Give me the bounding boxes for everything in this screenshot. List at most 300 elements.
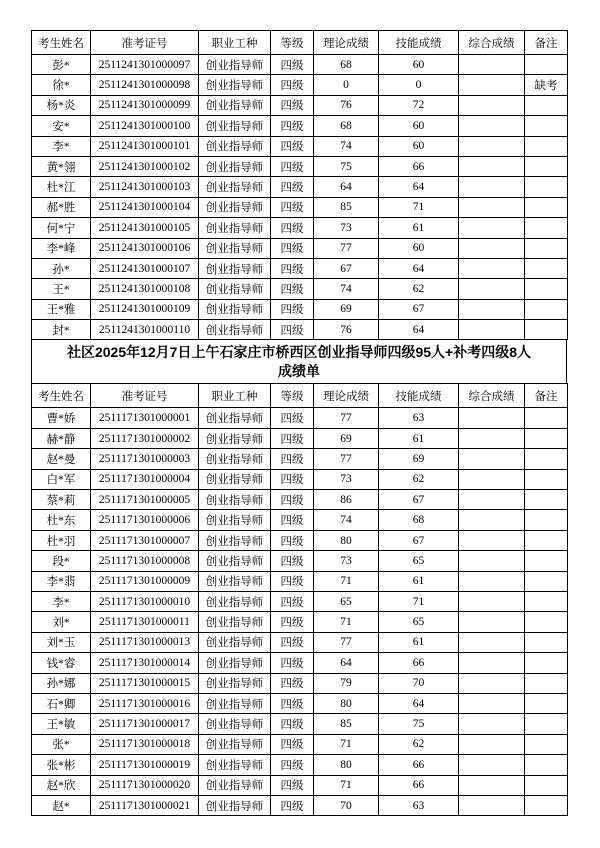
cell-remark (525, 510, 568, 530)
cell-occupation: 创业指导师 (199, 612, 271, 632)
cell-candidate-name: 白*军 (32, 469, 91, 489)
cell-occupation: 创业指导师 (199, 449, 271, 469)
cell-theory-score: 77 (314, 408, 379, 428)
cell-theory-score: 80 (314, 530, 379, 550)
cell-candidate-name: 赵*曼 (32, 449, 91, 469)
table-row (32, 632, 568, 652)
cell-level: 四级 (271, 177, 314, 197)
cell-skill-score: 65 (379, 612, 459, 632)
cell-theory-score: 77 (314, 449, 379, 469)
cell-remark (525, 469, 568, 489)
cell-exam-id: 2511171301000011 (91, 612, 199, 632)
cell-level: 四级 (271, 734, 314, 754)
cell-occupation: 创业指导师 (199, 75, 271, 95)
table-row (32, 156, 568, 176)
table-row (32, 197, 568, 217)
column-header-theory-score: 理论成绩 (314, 31, 379, 55)
cell-composite-score (459, 95, 525, 115)
cell-candidate-name: 张* (32, 734, 91, 754)
document-page (31, 30, 567, 816)
cell-exam-id: 2511171301000015 (91, 673, 199, 693)
table-row (32, 755, 568, 775)
cell-remark (525, 530, 568, 550)
cell-candidate-name: 孙* (32, 258, 91, 278)
cell-skill-score: 61 (379, 632, 459, 652)
cell-remark (525, 428, 568, 448)
cell-remark (525, 591, 568, 611)
cell-level: 四级 (271, 299, 314, 319)
cell-theory-score: 69 (314, 299, 379, 319)
cell-skill-score: 72 (379, 95, 459, 115)
cell-candidate-name: 杜*江 (32, 177, 91, 197)
cell-skill-score: 60 (379, 55, 459, 75)
cell-skill-score: 64 (379, 320, 459, 340)
cell-composite-score (459, 197, 525, 217)
cell-composite-score (459, 632, 525, 652)
cell-theory-score: 68 (314, 55, 379, 75)
cell-remark (525, 156, 568, 176)
cell-theory-score: 73 (314, 469, 379, 489)
cell-occupation: 创业指导师 (199, 775, 271, 795)
table-row (32, 218, 568, 238)
cell-composite-score (459, 734, 525, 754)
cell-level: 四级 (271, 95, 314, 115)
cell-occupation: 创业指导师 (199, 299, 271, 319)
cell-exam-id: 2511171301000013 (91, 632, 199, 652)
cell-composite-score (459, 238, 525, 258)
cell-candidate-name: 封* (32, 320, 91, 340)
cell-level: 四级 (271, 258, 314, 278)
cell-level: 四级 (271, 408, 314, 428)
cell-exam-id: 2511241301000099 (91, 95, 199, 115)
cell-exam-id: 2511171301000019 (91, 755, 199, 775)
cell-skill-score: 66 (379, 653, 459, 673)
cell-remark (525, 612, 568, 632)
table-row (32, 136, 568, 156)
cell-candidate-name: 张*彬 (32, 755, 91, 775)
cell-occupation: 创业指导师 (199, 632, 271, 652)
cell-level: 四级 (271, 218, 314, 238)
cell-theory-score: 73 (314, 218, 379, 238)
cell-remark (525, 653, 568, 673)
cell-occupation: 创业指导师 (199, 755, 271, 775)
cell-composite-score (459, 177, 525, 197)
cell-theory-score: 71 (314, 571, 379, 591)
cell-level: 四级 (271, 490, 314, 510)
cell-level: 四级 (271, 197, 314, 217)
table-row (32, 320, 568, 340)
cell-theory-score: 85 (314, 197, 379, 217)
cell-exam-id: 2511241301000097 (91, 55, 199, 75)
cell-level: 四级 (271, 469, 314, 489)
cell-occupation: 创业指导师 (199, 279, 271, 299)
cell-theory-score: 67 (314, 258, 379, 278)
table-row (32, 449, 568, 469)
cell-composite-score (459, 75, 525, 95)
cell-level: 四级 (271, 55, 314, 75)
cell-occupation: 创业指导师 (199, 428, 271, 448)
table-row (32, 591, 568, 611)
cell-remark (525, 408, 568, 428)
cell-remark (525, 755, 568, 775)
cell-theory-score: 79 (314, 673, 379, 693)
cell-composite-score (459, 136, 525, 156)
cell-skill-score: 61 (379, 218, 459, 238)
cell-level: 四级 (271, 510, 314, 530)
cell-theory-score: 74 (314, 136, 379, 156)
cell-remark (525, 136, 568, 156)
column-header-occupation: 职业工种 (199, 31, 271, 55)
cell-theory-score: 80 (314, 693, 379, 713)
cell-theory-score: 77 (314, 238, 379, 258)
cell-composite-score (459, 551, 525, 571)
cell-occupation: 创业指导师 (199, 218, 271, 238)
cell-candidate-name: 刘*玉 (32, 632, 91, 652)
cell-occupation: 创业指导师 (199, 714, 271, 734)
cell-exam-id: 2511171301000001 (91, 408, 199, 428)
cell-exam-id: 2511241301000105 (91, 218, 199, 238)
cell-composite-score (459, 408, 525, 428)
cell-remark (525, 551, 568, 571)
cell-composite-score (459, 490, 525, 510)
table-row (32, 673, 568, 693)
section-title-line2: 成绩单 (278, 362, 320, 379)
cell-skill-score: 0 (379, 75, 459, 95)
cell-composite-score (459, 218, 525, 238)
column-header-exam-id: 准考证号 (91, 31, 199, 55)
score-table-1 (31, 30, 568, 340)
cell-theory-score: 77 (314, 632, 379, 652)
cell-occupation: 创业指导师 (199, 734, 271, 754)
cell-remark (525, 55, 568, 75)
cell-exam-id: 2511241301000109 (91, 299, 199, 319)
cell-level: 四级 (271, 591, 314, 611)
cell-remark (525, 632, 568, 652)
cell-level: 四级 (271, 551, 314, 571)
cell-theory-score: 86 (314, 490, 379, 510)
cell-candidate-name: 李*峰 (32, 238, 91, 258)
cell-composite-score (459, 258, 525, 278)
cell-skill-score: 61 (379, 428, 459, 448)
cell-remark (525, 238, 568, 258)
cell-level: 四级 (271, 136, 314, 156)
cell-candidate-name: 何*宁 (32, 218, 91, 238)
cell-level: 四级 (271, 428, 314, 448)
cell-candidate-name: 石*卿 (32, 693, 91, 713)
cell-exam-id: 2511171301000004 (91, 469, 199, 489)
cell-candidate-name: 赵* (32, 795, 91, 815)
cell-skill-score: 66 (379, 755, 459, 775)
column-header-exam-id: 准考证号 (91, 384, 199, 408)
table-row (32, 510, 568, 530)
cell-skill-score: 66 (379, 775, 459, 795)
cell-remark (525, 734, 568, 754)
table-row (32, 775, 568, 795)
cell-remark (525, 714, 568, 734)
cell-skill-score: 64 (379, 258, 459, 278)
table-row (32, 795, 568, 815)
cell-exam-id: 2511171301000008 (91, 551, 199, 571)
cell-remark: 缺考 (525, 75, 568, 95)
cell-candidate-name: 钱*睿 (32, 653, 91, 673)
cell-skill-score: 63 (379, 795, 459, 815)
cell-candidate-name: 孙*娜 (32, 673, 91, 693)
cell-theory-score: 80 (314, 755, 379, 775)
table-row (32, 693, 568, 713)
cell-remark (525, 95, 568, 115)
cell-composite-score (459, 428, 525, 448)
cell-skill-score: 63 (379, 408, 459, 428)
cell-exam-id: 2511171301000010 (91, 591, 199, 611)
cell-composite-score (459, 795, 525, 815)
column-header-composite-score: 综合成绩 (459, 31, 525, 55)
cell-theory-score: 76 (314, 95, 379, 115)
cell-exam-id: 2511171301000016 (91, 693, 199, 713)
cell-remark (525, 320, 568, 340)
cell-level: 四级 (271, 238, 314, 258)
cell-composite-score (459, 571, 525, 591)
cell-theory-score: 74 (314, 279, 379, 299)
column-header-skill-score: 技能成绩 (379, 384, 459, 408)
cell-exam-id: 2511171301000014 (91, 653, 199, 673)
cell-occupation: 创业指导师 (199, 653, 271, 673)
cell-skill-score: 71 (379, 591, 459, 611)
cell-remark (525, 693, 568, 713)
cell-level: 四级 (271, 320, 314, 340)
cell-level: 四级 (271, 653, 314, 673)
column-header-remark: 备注 (525, 384, 568, 408)
cell-level: 四级 (271, 449, 314, 469)
table-row (32, 279, 568, 299)
cell-skill-score: 67 (379, 490, 459, 510)
cell-exam-id: 2511171301000005 (91, 490, 199, 510)
cell-composite-score (459, 714, 525, 734)
cell-exam-id: 2511171301000003 (91, 449, 199, 469)
cell-remark (525, 197, 568, 217)
cell-candidate-name: 刘* (32, 612, 91, 632)
table-row (32, 75, 568, 95)
cell-exam-id: 2511241301000101 (91, 136, 199, 156)
cell-composite-score (459, 116, 525, 136)
cell-occupation: 创业指导师 (199, 136, 271, 156)
cell-exam-id: 2511241301000107 (91, 258, 199, 278)
cell-exam-id: 2511171301000020 (91, 775, 199, 795)
cell-exam-id: 2511241301000110 (91, 320, 199, 340)
table-row (32, 428, 568, 448)
cell-theory-score: 74 (314, 510, 379, 530)
cell-occupation: 创业指导师 (199, 95, 271, 115)
column-header-level: 等级 (271, 384, 314, 408)
cell-candidate-name: 杨*炎 (32, 95, 91, 115)
table-row (32, 530, 568, 550)
column-header-candidate-name: 考生姓名 (32, 31, 91, 55)
cell-level: 四级 (271, 693, 314, 713)
score-table-1-body (32, 55, 568, 340)
table-row (32, 551, 568, 571)
cell-skill-score: 64 (379, 177, 459, 197)
cell-candidate-name: 彭* (32, 55, 91, 75)
table-row (32, 571, 568, 591)
cell-candidate-name: 赵*欣 (32, 775, 91, 795)
cell-candidate-name: 王* (32, 279, 91, 299)
cell-composite-score (459, 775, 525, 795)
cell-theory-score: 68 (314, 116, 379, 136)
cell-candidate-name: 黄*翎 (32, 156, 91, 176)
cell-remark (525, 490, 568, 510)
cell-candidate-name: 蔡*莉 (32, 490, 91, 510)
cell-skill-score: 60 (379, 136, 459, 156)
score-table-2-header (32, 384, 568, 408)
column-header-skill-score: 技能成绩 (379, 31, 459, 55)
cell-composite-score (459, 299, 525, 319)
cell-candidate-name: 王*雅 (32, 299, 91, 319)
table-row (32, 734, 568, 754)
cell-candidate-name: 曹*娇 (32, 408, 91, 428)
cell-composite-score (459, 449, 525, 469)
cell-theory-score: 65 (314, 591, 379, 611)
cell-composite-score (459, 156, 525, 176)
cell-level: 四级 (271, 571, 314, 591)
table-row (32, 469, 568, 489)
cell-exam-id: 2511171301000018 (91, 734, 199, 754)
cell-theory-score: 71 (314, 612, 379, 632)
cell-level: 四级 (271, 279, 314, 299)
table-row (32, 714, 568, 734)
cell-skill-score: 67 (379, 299, 459, 319)
cell-exam-id: 2511241301000104 (91, 197, 199, 217)
cell-candidate-name: 安* (32, 116, 91, 136)
cell-occupation: 创业指导师 (199, 258, 271, 278)
cell-occupation: 创业指导师 (199, 490, 271, 510)
cell-composite-score (459, 279, 525, 299)
cell-remark (525, 258, 568, 278)
cell-theory-score: 73 (314, 551, 379, 571)
cell-exam-id: 2511241301000102 (91, 156, 199, 176)
table-row (32, 95, 568, 115)
cell-candidate-name: 郝*胜 (32, 197, 91, 217)
cell-composite-score (459, 591, 525, 611)
cell-level: 四级 (271, 775, 314, 795)
cell-occupation: 创业指导师 (199, 530, 271, 550)
cell-occupation: 创业指导师 (199, 693, 271, 713)
cell-composite-score (459, 55, 525, 75)
cell-exam-id: 2511171301000007 (91, 530, 199, 550)
cell-exam-id: 2511241301000103 (91, 177, 199, 197)
cell-exam-id: 2511241301000100 (91, 116, 199, 136)
header-row (32, 31, 568, 55)
cell-occupation: 创业指导师 (199, 591, 271, 611)
cell-theory-score: 0 (314, 75, 379, 95)
column-header-composite-score: 综合成绩 (459, 384, 525, 408)
cell-skill-score: 62 (379, 279, 459, 299)
cell-candidate-name: 王*敏 (32, 714, 91, 734)
cell-level: 四级 (271, 632, 314, 652)
score-table-2 (31, 383, 568, 816)
table-row (32, 408, 568, 428)
cell-remark (525, 116, 568, 136)
cell-occupation: 创业指导师 (199, 320, 271, 340)
table-row (32, 612, 568, 632)
cell-exam-id: 2511171301000002 (91, 428, 199, 448)
cell-composite-score (459, 653, 525, 673)
cell-remark (525, 299, 568, 319)
cell-skill-score: 67 (379, 530, 459, 550)
cell-candidate-name: 杜*羽 (32, 530, 91, 550)
cell-skill-score: 61 (379, 571, 459, 591)
cell-theory-score: 64 (314, 653, 379, 673)
cell-candidate-name: 段* (32, 551, 91, 571)
cell-exam-id: 2511241301000108 (91, 279, 199, 299)
header-row (32, 384, 568, 408)
cell-occupation: 创业指导师 (199, 510, 271, 530)
cell-skill-score: 62 (379, 734, 459, 754)
cell-skill-score: 62 (379, 469, 459, 489)
cell-composite-score (459, 510, 525, 530)
cell-occupation: 创业指导师 (199, 156, 271, 176)
table-row (32, 653, 568, 673)
cell-remark (525, 177, 568, 197)
table-row (32, 258, 568, 278)
cell-remark (525, 673, 568, 693)
cell-composite-score (459, 469, 525, 489)
cell-composite-score (459, 693, 525, 713)
cell-level: 四级 (271, 673, 314, 693)
section-title (31, 340, 567, 383)
cell-occupation: 创业指导师 (199, 197, 271, 217)
cell-skill-score: 69 (379, 449, 459, 469)
cell-composite-score (459, 320, 525, 340)
cell-remark (525, 571, 568, 591)
cell-occupation: 创业指导师 (199, 408, 271, 428)
cell-candidate-name: 徐* (32, 75, 91, 95)
section-title-line1: 社区2025年12月7日上午石家庄市桥西区创业指导师四级95人+补考四级8人 (66, 343, 532, 360)
cell-composite-score (459, 755, 525, 775)
cell-skill-score: 60 (379, 116, 459, 136)
cell-occupation: 创业指导师 (199, 551, 271, 571)
cell-exam-id: 2511171301000021 (91, 795, 199, 815)
cell-remark (525, 795, 568, 815)
cell-skill-score: 65 (379, 551, 459, 571)
cell-candidate-name: 杜*东 (32, 510, 91, 530)
score-table-2-body (32, 408, 568, 816)
column-header-theory-score: 理论成绩 (314, 384, 379, 408)
cell-theory-score: 85 (314, 714, 379, 734)
cell-level: 四级 (271, 75, 314, 95)
column-header-occupation: 职业工种 (199, 384, 271, 408)
cell-exam-id: 2511171301000009 (91, 571, 199, 591)
cell-level: 四级 (271, 755, 314, 775)
cell-theory-score: 75 (314, 156, 379, 176)
table-row (32, 490, 568, 510)
table-row (32, 116, 568, 136)
column-header-remark: 备注 (525, 31, 568, 55)
cell-skill-score: 71 (379, 197, 459, 217)
cell-theory-score: 64 (314, 177, 379, 197)
cell-exam-id: 2511241301000098 (91, 75, 199, 95)
cell-theory-score: 70 (314, 795, 379, 815)
cell-level: 四级 (271, 116, 314, 136)
cell-skill-score: 70 (379, 673, 459, 693)
cell-occupation: 创业指导师 (199, 469, 271, 489)
cell-theory-score: 69 (314, 428, 379, 448)
cell-level: 四级 (271, 714, 314, 734)
cell-candidate-name: 李*翡 (32, 571, 91, 591)
cell-occupation: 创业指导师 (199, 177, 271, 197)
cell-occupation: 创业指导师 (199, 795, 271, 815)
cell-exam-id: 2511171301000017 (91, 714, 199, 734)
cell-theory-score: 71 (314, 775, 379, 795)
cell-composite-score (459, 612, 525, 632)
